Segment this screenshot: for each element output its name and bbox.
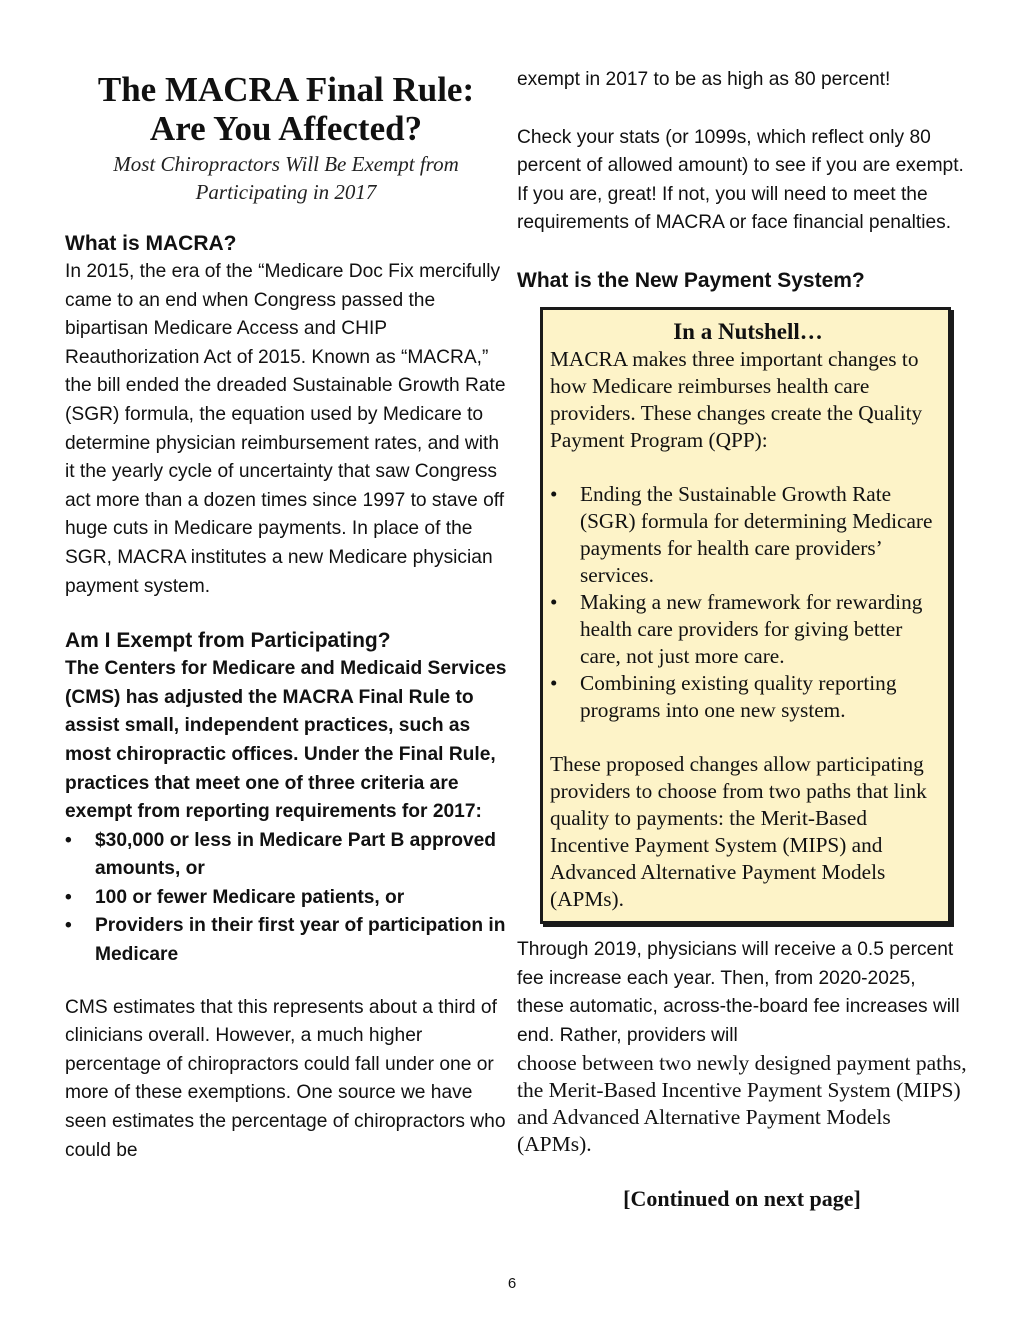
nutshell-intro: MACRA makes three important changes to how Medicare reimburses health care providers. These changes create the Quality Payment Program (QPP): [550,346,923,452]
payment-body-serif: choose between two newly designed payment paths, the Merit-Based Incentive Payment System (MIPS) and Advanced Alternative Payment Models (APMs). [517,1051,967,1157]
left-column [65,64,507,1165]
exempt-intro: The Centers for Medicare and Medicaid Services (CMS) has adjusted the MACRA Final Rule to assist small, independent practices, such as most chiropractic offices. Under the Final Rule, practices that meet one of three criteria are exempt from reporting requirements for 2017: [65,658,507,823]
list-item: • $30,000 or less in Medicare Part B approved amounts, or [65,827,507,884]
nutshell-title: In a Nutshell… [673,318,823,344]
right-column [517,64,967,1212]
article-subtitle: Most Chiropractors Will Be Exempt from Participating in 2017 [113,152,459,204]
heading-new-payment-system: What is the New Payment System? [517,268,865,292]
title-line-1: The MACRA Final Rule: [97,70,475,109]
list-item: • Providers in their first year of participation in Medicare [65,912,507,969]
nutshell-outro: These proposed changes allow participating providers to choose from two paths that link quality to payments: the Merit-Based Incentive Payment System (MIPS) and Advanced Alternative Payment Models (APMs). [550,751,927,911]
list-item: • Making a new framework for rewarding health care providers for giving better care, not just more care. [550,589,946,670]
exempt-criteria-list [65,827,507,970]
heading-am-i-exempt: Am I Exempt from Participating? [65,629,391,653]
payment-body-sans: Through 2019, physicians will receive a 0.5 percent fee increase each year. Then, from 2020-2025, these automatic, across-the-board fee increases will end. Rather, providers will [517,938,960,1046]
nutshell-changes-list [550,481,946,724]
check-stats-body: Check your stats (or 1099s, which reflect only 80 percent of allowed amount) to see if you are exempt. If you are, great! If not, you will need to meet the requirements of MACRA or face financial penalties. [517,126,964,234]
article-title [65,70,507,148]
continued-on-next-page: [Continued on next page] [623,1186,861,1212]
list-item: • Ending the Sustainable Growth Rate (SGR) formula for determining Medicare payments for health care providers’ services. [550,481,946,589]
title-line-2: Are You Affected? [149,109,423,148]
heading-what-is-macra: What is MACRA? [65,232,237,255]
exempt-estimate-body: CMS estimates that this represents about a third of clinicians overall. However, a much higher percentage of chiropractors could fall under one or more of these exemptions. One source we have seen estimates the percentage of chiropractors who could be [65,996,506,1161]
what-is-macra-body: In 2015, the era of the “Medicare Doc Fix mercifully came to an end when Congress passed the bipartisan Medicare Access and CHIP Reauthorization Act of 2015. Known as “MACRA,” the bill ended the dreaded Sustainable Growth Rate (SGR) formula, the equation used by Medicare to determine physician reimbursement rates, and with it the yearly cycle of uncertainty that saw Congress act more than a dozen times since 1997 to stave off huge cuts in Medicare payments. In place of the SGR, MACRA institutes a new Medicare physician payment system. [65,261,506,597]
list-item: • Combining existing quality reporting programs into one new system. [550,670,946,724]
nutshell-sidebar-box [540,307,951,924]
list-item: • 100 or fewer Medicare patients, or [65,884,507,913]
exempt-continued-text: exempt in 2017 to be as high as 80 percent! [517,69,891,90]
page-number: 6 [507,1275,517,1292]
